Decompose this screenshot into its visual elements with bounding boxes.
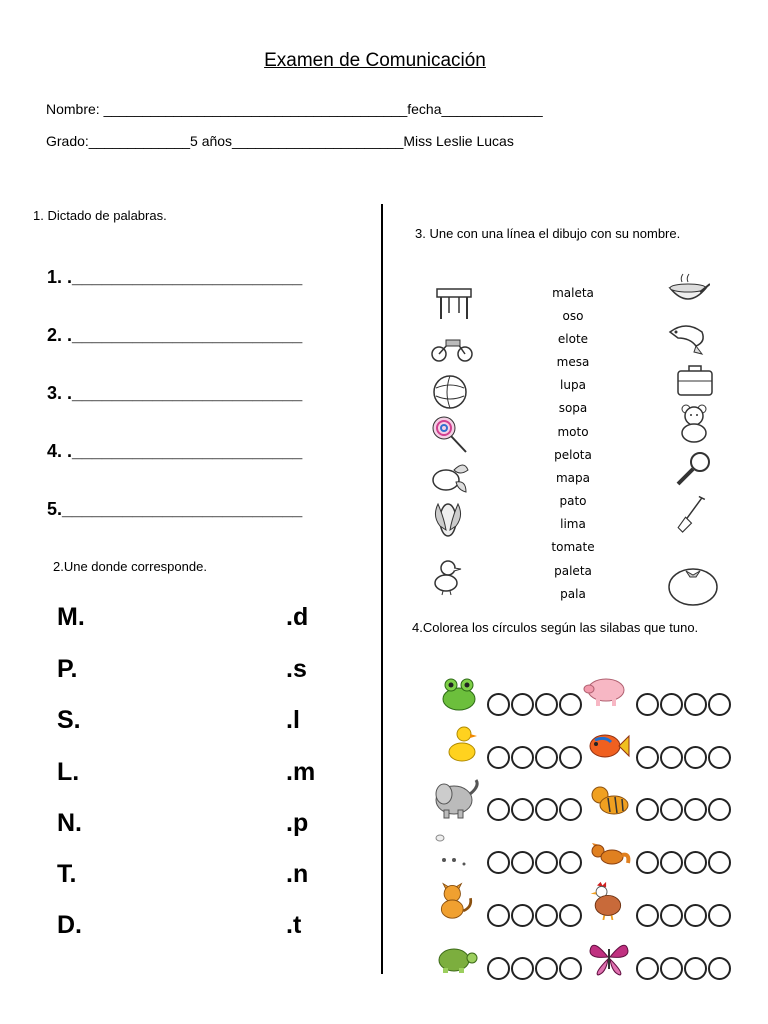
syllable-circles bbox=[487, 746, 582, 769]
syllable-circle[interactable] bbox=[636, 904, 659, 927]
cat-icon bbox=[432, 880, 478, 920]
word-label: maleta bbox=[552, 286, 594, 300]
syllable-circles bbox=[636, 851, 731, 874]
word-label: paleta bbox=[554, 564, 592, 578]
tiger-icon bbox=[588, 781, 634, 821]
match-right-letter: .m bbox=[286, 758, 316, 786]
syllable-circle[interactable] bbox=[708, 851, 731, 874]
shovel-icon bbox=[668, 495, 712, 535]
lime-icon bbox=[428, 456, 472, 496]
match-right-letter: .s bbox=[286, 655, 307, 683]
column-divider bbox=[381, 204, 383, 974]
syllable-circles bbox=[636, 693, 731, 716]
nombre-fecha-line: Nombre: _______________________________________fecha_____________ bbox=[46, 101, 543, 117]
match-left-letter: P. bbox=[57, 655, 78, 683]
syllable-circle[interactable] bbox=[487, 904, 510, 927]
duck-icon bbox=[428, 556, 472, 596]
section2-heading: 2.Une donde corresponde. bbox=[53, 559, 207, 574]
match-right-letter: .l bbox=[286, 706, 300, 734]
syllable-circle[interactable] bbox=[511, 693, 534, 716]
match-left-letter: N. bbox=[57, 809, 82, 837]
match-left-letter: D. bbox=[57, 911, 82, 939]
syllable-circle[interactable] bbox=[511, 904, 534, 927]
tomato-icon bbox=[666, 563, 720, 607]
syllable-circles bbox=[487, 957, 582, 980]
syllable-circle[interactable] bbox=[684, 746, 707, 769]
syllable-circle[interactable] bbox=[511, 746, 534, 769]
syllable-circle[interactable] bbox=[535, 798, 558, 821]
syllable-circle[interactable] bbox=[511, 957, 534, 980]
word-label: pato bbox=[559, 494, 587, 508]
syllable-circles bbox=[487, 851, 582, 874]
dictation-line-2: 2. ._______________________ bbox=[47, 325, 303, 345]
word-label: sopa bbox=[558, 401, 588, 415]
pig-icon bbox=[582, 671, 628, 711]
syllable-circle[interactable] bbox=[559, 798, 582, 821]
syllable-circles bbox=[487, 693, 582, 716]
teddy-bear-icon bbox=[672, 403, 716, 443]
syllable-circle[interactable] bbox=[636, 798, 659, 821]
motorcycle-icon bbox=[430, 328, 474, 368]
shrimp-icon bbox=[666, 318, 710, 358]
word-label: mesa bbox=[556, 355, 590, 369]
syllable-circle[interactable] bbox=[487, 851, 510, 874]
match-right-letter: .p bbox=[286, 809, 309, 837]
syllable-circle[interactable] bbox=[487, 957, 510, 980]
syllable-circle[interactable] bbox=[535, 904, 558, 927]
syllable-circle[interactable] bbox=[660, 798, 683, 821]
word-label: oso bbox=[562, 309, 584, 323]
syllable-circle[interactable] bbox=[511, 851, 534, 874]
syllable-circle[interactable] bbox=[636, 746, 659, 769]
section3-heading: 3. Une con una línea el dibujo con su nombre. bbox=[415, 226, 681, 241]
syllable-circle[interactable] bbox=[636, 693, 659, 716]
word-label: pala bbox=[560, 587, 586, 601]
syllable-circles bbox=[636, 904, 731, 927]
word-label: tomate bbox=[551, 540, 595, 554]
syllable-circle[interactable] bbox=[660, 851, 683, 874]
turtle-icon bbox=[434, 940, 480, 980]
syllable-circle[interactable] bbox=[511, 798, 534, 821]
syllable-circles bbox=[487, 798, 582, 821]
syllable-circle[interactable] bbox=[708, 798, 731, 821]
syllable-circle[interactable] bbox=[708, 746, 731, 769]
syllable-circles bbox=[487, 904, 582, 927]
fox-icon bbox=[586, 834, 632, 874]
syllable-circle[interactable] bbox=[684, 693, 707, 716]
syllable-circle[interactable] bbox=[535, 851, 558, 874]
syllable-circle[interactable] bbox=[684, 957, 707, 980]
syllable-circle[interactable] bbox=[559, 851, 582, 874]
syllable-circle[interactable] bbox=[535, 746, 558, 769]
hen-icon bbox=[584, 880, 630, 920]
soup-bowl-icon bbox=[666, 270, 710, 310]
elephant-icon bbox=[430, 776, 482, 820]
dictation-line-1: 1. ._______________________ bbox=[47, 267, 303, 287]
word-label: moto bbox=[557, 425, 589, 439]
frog-icon bbox=[436, 673, 482, 713]
fish-icon bbox=[585, 726, 631, 766]
butterfly-icon bbox=[586, 937, 632, 977]
word-label: lupa bbox=[560, 378, 586, 392]
syllable-circle[interactable] bbox=[559, 693, 582, 716]
syllable-circle[interactable] bbox=[487, 693, 510, 716]
dictation-line-4: 4. ._______________________ bbox=[47, 441, 303, 461]
match-left-letter: L. bbox=[57, 758, 80, 786]
syllable-circle[interactable] bbox=[684, 904, 707, 927]
grado-teacher-line: Grado:_____________5 años______________________Miss Leslie Lucas bbox=[46, 133, 514, 149]
suitcase-icon bbox=[674, 361, 718, 401]
syllable-circle[interactable] bbox=[535, 693, 558, 716]
syllable-circle[interactable] bbox=[684, 798, 707, 821]
syllable-circle[interactable] bbox=[708, 904, 731, 927]
syllable-circles bbox=[636, 798, 731, 821]
lollipop-icon bbox=[430, 414, 474, 454]
syllable-circle[interactable] bbox=[487, 746, 510, 769]
syllable-circles bbox=[636, 746, 731, 769]
syllable-circle[interactable] bbox=[487, 798, 510, 821]
syllable-circle[interactable] bbox=[660, 693, 683, 716]
bird-icon bbox=[430, 830, 476, 870]
syllable-circle[interactable] bbox=[559, 957, 582, 980]
match-left-letter: S. bbox=[57, 706, 81, 734]
corn-icon bbox=[428, 500, 472, 540]
syllable-circle[interactable] bbox=[535, 957, 558, 980]
word-label: pelota bbox=[554, 448, 592, 462]
syllable-circles bbox=[636, 957, 731, 980]
ball-icon bbox=[430, 372, 474, 412]
syllable-circle[interactable] bbox=[636, 851, 659, 874]
section4-heading: 4.Colorea los círculos según las silabas que tuno. bbox=[412, 620, 699, 635]
chick-icon bbox=[440, 724, 486, 764]
syllable-circle[interactable] bbox=[660, 904, 683, 927]
dictation-line-5: 5.________________________ bbox=[47, 499, 303, 519]
word-label: mapa bbox=[555, 471, 590, 485]
match-left-letter: M. bbox=[57, 603, 85, 631]
table-icon bbox=[432, 283, 476, 323]
match-right-letter: .n bbox=[286, 860, 309, 888]
syllable-circle[interactable] bbox=[684, 851, 707, 874]
word-label: lima bbox=[560, 517, 586, 531]
syllable-circle[interactable] bbox=[660, 957, 683, 980]
syllable-circle[interactable] bbox=[559, 904, 582, 927]
match-right-letter: .d bbox=[286, 603, 309, 631]
word-label: elote bbox=[557, 332, 589, 346]
magnifier-icon bbox=[672, 450, 716, 490]
section1-heading: 1. Dictado de palabras. bbox=[33, 208, 167, 223]
syllable-circle[interactable] bbox=[660, 746, 683, 769]
syllable-circle[interactable] bbox=[708, 693, 731, 716]
syllable-circle[interactable] bbox=[559, 746, 582, 769]
match-right-letter: .t bbox=[286, 911, 302, 939]
page-title: Examen de Comunicación bbox=[264, 50, 486, 71]
syllable-circle[interactable] bbox=[636, 957, 659, 980]
dictation-line-3: 3. ._______________________ bbox=[47, 383, 303, 403]
match-left-letter: T. bbox=[57, 860, 77, 888]
syllable-circle[interactable] bbox=[708, 957, 731, 980]
